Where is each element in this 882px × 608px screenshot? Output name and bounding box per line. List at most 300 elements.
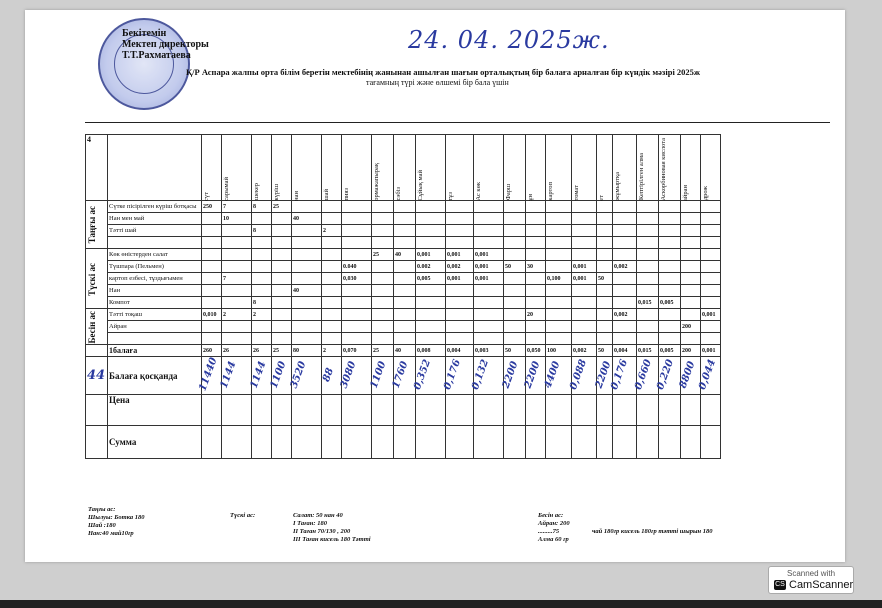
total-cell: 80 [292, 345, 322, 357]
approval-line-3: Т.Т.Рахматаева [122, 50, 191, 61]
quantity-cell [446, 321, 474, 333]
quantity-cell [637, 201, 659, 213]
handwritten-amount: 88 [320, 366, 337, 384]
quantity-cell [701, 333, 721, 345]
quantity-cell [202, 297, 222, 309]
quantity-cell [613, 249, 637, 261]
column-header [222, 135, 252, 201]
children-total-cell [632, 357, 659, 395]
quantity-cell [701, 273, 721, 285]
column-header [659, 135, 681, 201]
dish-name: Түшпара (Пельмен) [108, 261, 202, 273]
total-label: 1балаға [108, 345, 202, 357]
quantity-cell [252, 333, 272, 345]
quantity-cell [504, 285, 526, 297]
price-cell [252, 395, 272, 426]
sum-row [86, 426, 721, 459]
quantity-cell: 0,001 [416, 249, 446, 261]
price-cell [597, 395, 613, 426]
quantity-cell [272, 237, 292, 249]
column-header-label: шекер [253, 183, 260, 201]
quantity-cell: 0,100 [546, 273, 572, 285]
footer-line: Түскі ас: [230, 512, 256, 519]
quantity-cell [416, 333, 446, 345]
quantity-cell [637, 309, 659, 321]
column-header-label: томат [573, 184, 580, 201]
total-cell: 0,050 [526, 345, 546, 357]
quantity-cell [637, 225, 659, 237]
quantity-cell [546, 285, 572, 297]
quantity-cell [222, 237, 252, 249]
quantity-cell: 2 [322, 225, 342, 237]
children-total-cell [288, 357, 322, 395]
column-header [272, 135, 292, 201]
quantity-cell [474, 237, 504, 249]
handwritten-amount: 0,176 [441, 358, 464, 392]
handwritten-amount: 1144 [248, 359, 269, 390]
sum-cell [394, 426, 416, 459]
quantity-cell: 2 [222, 309, 252, 321]
quantity-cell [546, 261, 572, 273]
price-cell [526, 395, 546, 426]
quantity-cell [613, 213, 637, 225]
quantity-cell [572, 225, 597, 237]
quantity-cell [322, 273, 342, 285]
table-row [86, 261, 721, 273]
column-header-label: ұн [527, 193, 534, 201]
children-total-cell [696, 357, 721, 395]
quantity-cell [681, 297, 701, 309]
sum-cell [416, 426, 446, 459]
column-header-label: тұз [447, 191, 454, 201]
quantity-cell [394, 321, 416, 333]
quantity-cell: 40 [292, 285, 322, 297]
dish-name: Тәтті тоқаш [108, 309, 202, 321]
quantity-cell [372, 237, 394, 249]
quantity-cell [342, 225, 372, 237]
quantity-cell [416, 237, 446, 249]
quantity-cell [701, 213, 721, 225]
price-cell [637, 395, 659, 426]
quantity-cell [322, 333, 342, 345]
menu-table [85, 134, 721, 459]
quantity-cell [202, 225, 222, 237]
quantity-cell [372, 333, 394, 345]
quantity-cell [342, 201, 372, 213]
column-header-label: сәбіз [395, 187, 402, 201]
quantity-cell [202, 213, 222, 225]
quantity-cell [342, 285, 372, 297]
price-cell [474, 395, 504, 426]
quantity-cell [394, 273, 416, 285]
quantity-cell: 0,030 [342, 273, 372, 285]
handwritten-amount: 0,176 [608, 358, 631, 392]
quantity-cell: 8 [252, 225, 272, 237]
quantity-cell [252, 273, 272, 285]
quantity-cell [526, 213, 546, 225]
quantity-cell [681, 273, 701, 285]
children-total-cell [608, 357, 637, 395]
total-cell: 50 [597, 345, 613, 357]
column-header-label: сүт [203, 191, 210, 201]
footer-line: Салат: 50 нан 40 [293, 512, 343, 519]
quantity-cell [394, 237, 416, 249]
price-cell [342, 395, 372, 426]
handwritten-amount: 0,044 [696, 358, 719, 392]
quantity-cell [474, 297, 504, 309]
total-cell: 0,015 [637, 345, 659, 357]
quantity-cell [546, 225, 572, 237]
price-cell [372, 395, 394, 426]
price-row [86, 395, 721, 426]
children-total-cell [218, 357, 252, 395]
sum-cell [252, 426, 272, 459]
column-header [637, 135, 659, 201]
quantity-cell: 20 [526, 309, 546, 321]
quantity-cell [372, 273, 394, 285]
quantity-cell [504, 297, 526, 309]
quantity-cell [637, 213, 659, 225]
quantity-cell [637, 285, 659, 297]
table-row [86, 333, 721, 345]
price-cell [272, 395, 292, 426]
quantity-cell [637, 321, 659, 333]
quantity-cell [659, 213, 681, 225]
quantity-cell [272, 285, 292, 297]
quantity-cell: 0,005 [659, 297, 681, 309]
dish-name: Сүтке пісірілген күріш ботқасы [108, 201, 202, 213]
total-cell: 2 [322, 345, 342, 357]
quantity-cell [613, 297, 637, 309]
quantity-cell [202, 273, 222, 285]
price-spacer [86, 395, 108, 426]
quantity-cell [546, 213, 572, 225]
total-cell: 25 [372, 345, 394, 357]
total-row [86, 345, 721, 357]
table-row [86, 285, 721, 297]
quantity-cell [546, 201, 572, 213]
table-row [86, 249, 721, 261]
meal-label: Таңғы ас [87, 206, 97, 244]
quantity-cell [292, 309, 322, 321]
quantity-cell [526, 321, 546, 333]
quantity-cell: 30 [526, 261, 546, 273]
sum-cell [342, 426, 372, 459]
quantity-cell [272, 309, 292, 321]
column-header [342, 135, 372, 201]
quantity-cell [572, 249, 597, 261]
approval-block [122, 28, 209, 61]
column-header [504, 135, 526, 201]
dish-name [108, 237, 202, 249]
quantity-cell [416, 225, 446, 237]
quantity-cell [701, 249, 721, 261]
quantity-cell [372, 321, 394, 333]
column-header-label: жұмыртқа [614, 172, 621, 201]
children-total-cell [368, 357, 394, 395]
quantity-cell [504, 309, 526, 321]
quantity-cell [504, 273, 526, 285]
footer-drinks: чай 180гр кисель 180гр тәтті шырын 180 [592, 528, 713, 535]
quantity-cell: 50 [597, 273, 613, 285]
meal-label: Түскі ас [87, 262, 97, 296]
quantity-cell [701, 285, 721, 297]
quantity-cell: 0,001 [474, 273, 504, 285]
column-header [252, 135, 272, 201]
quantity-cell [474, 333, 504, 345]
price-cell [681, 395, 701, 426]
price-cell [504, 395, 526, 426]
quantity-cell [597, 261, 613, 273]
quantity-cell [446, 201, 474, 213]
total-spacer [86, 345, 108, 357]
quantity-cell [322, 213, 342, 225]
children-total-cell [248, 357, 272, 395]
quantity-cell [416, 201, 446, 213]
children-total-cell [469, 357, 504, 395]
handwritten-amount: 2200 [500, 359, 521, 390]
camscanner-text: CamScanner [789, 579, 854, 591]
price-cell [701, 395, 721, 426]
quantity-cell [659, 333, 681, 345]
quantity-cell [416, 297, 446, 309]
quantity-cell [613, 237, 637, 249]
dish-name: Көк өністерден салат [108, 249, 202, 261]
quantity-cell [504, 213, 526, 225]
column-header-label: Сұйық май [417, 169, 424, 201]
column-header [474, 135, 504, 201]
quantity-cell [272, 225, 292, 237]
quantity-cell [681, 225, 701, 237]
quantity-cell [474, 309, 504, 321]
column-header-label: картоп [547, 181, 554, 201]
quantity-cell [613, 333, 637, 345]
quantity-cell [701, 297, 721, 309]
sum-cell [202, 426, 222, 459]
quantity-cell [526, 333, 546, 345]
quantity-cell [504, 237, 526, 249]
table-row [86, 201, 721, 213]
quantity-cell [597, 333, 613, 345]
quantity-cell [252, 213, 272, 225]
quantity-cell [637, 333, 659, 345]
footer-line: .........75 [538, 528, 560, 535]
quantity-cell [342, 333, 372, 345]
quantity-cell [322, 261, 342, 273]
column-header-label: нан [293, 190, 300, 201]
quantity-cell [394, 333, 416, 345]
quantity-cell [597, 285, 613, 297]
quantity-cell [202, 249, 222, 261]
column-header-label: шай [323, 189, 330, 201]
children-total-cell [677, 357, 701, 395]
price-cell [613, 395, 637, 426]
children-total-cell [500, 357, 526, 395]
quantity-cell: 40 [394, 249, 416, 261]
dish-name [108, 333, 202, 345]
footer-line: Нан:40 май10гр [88, 530, 134, 537]
quantity-cell [202, 285, 222, 297]
price-cell [659, 395, 681, 426]
quantity-cell [659, 309, 681, 321]
quantity-cell: 200 [681, 321, 701, 333]
quantity-cell: 2 [252, 309, 272, 321]
quantity-cell [701, 321, 721, 333]
sum-cell [546, 426, 572, 459]
footer-line: Айран: 200 [538, 520, 570, 527]
quantity-cell [572, 213, 597, 225]
quantity-cell [222, 261, 252, 273]
quantity-cell [292, 237, 322, 249]
handwritten-amount: 8800 [677, 359, 698, 390]
quantity-cell [372, 297, 394, 309]
quantity-cell: 0,001 [474, 261, 504, 273]
quantity-cell [272, 261, 292, 273]
sum-cell [474, 426, 504, 459]
quantity-cell: 10 [222, 213, 252, 225]
dish-name: Нан [108, 285, 202, 297]
quantity-cell [322, 309, 342, 321]
column-header [292, 135, 322, 201]
quantity-cell [504, 321, 526, 333]
column-header-label: Кептірілген алма [638, 153, 645, 201]
column-header-label: сарымай [223, 176, 230, 201]
sum-cell [572, 426, 597, 459]
children-total-cell [441, 357, 474, 395]
quantity-cell [342, 249, 372, 261]
handwritten-amount: 0,132 [469, 358, 492, 392]
quantity-cell [252, 321, 272, 333]
quantity-cell [446, 333, 474, 345]
quantity-cell [504, 249, 526, 261]
quantity-cell [394, 261, 416, 273]
price-cell [292, 395, 322, 426]
quantity-cell: 25 [372, 249, 394, 261]
quantity-cell [637, 249, 659, 261]
quantity-cell: 0,001 [572, 273, 597, 285]
total-cell: 200 [681, 345, 701, 357]
total-cell: 26 [222, 345, 252, 357]
quantity-cell [474, 225, 504, 237]
footer-line: II Таған 70/130 , 200 [293, 528, 351, 535]
handwritten-amount: 3520 [288, 359, 309, 390]
sum-cell [446, 426, 474, 459]
table-row [86, 297, 721, 309]
quantity-cell [394, 225, 416, 237]
total-cell: 26 [252, 345, 272, 357]
footer-line: Шылуы: Ботка 180 [88, 514, 145, 521]
dish-name: Нан мен май [108, 213, 202, 225]
taskbar-strip [0, 600, 882, 608]
quantity-cell: 250 [202, 201, 222, 213]
quantity-cell [272, 249, 292, 261]
total-cell: 50 [504, 345, 526, 357]
quantity-cell [372, 309, 394, 321]
quantity-cell [202, 237, 222, 249]
quantity-cell [474, 321, 504, 333]
children-total-cell [322, 357, 342, 395]
quantity-cell [597, 213, 613, 225]
handwritten-amount: 3080 [338, 359, 359, 390]
quantity-cell [681, 213, 701, 225]
quantity-cell [572, 309, 597, 321]
quantity-cell: 0,002 [613, 261, 637, 273]
quantity-cell [394, 309, 416, 321]
quantity-cell [342, 297, 372, 309]
footer-line: Бесін ас: [538, 512, 564, 519]
quantity-cell [526, 297, 546, 309]
sum-label: Сумма [108, 426, 202, 459]
quantity-cell: 7 [222, 201, 252, 213]
column-header-label: ормажапырақ [373, 162, 380, 201]
quantity-cell [526, 285, 546, 297]
total-cell: 0,001 [701, 345, 721, 357]
quantity-cell [394, 285, 416, 297]
sum-cell [322, 426, 342, 459]
footer-line: I Таған: 180 [293, 520, 327, 527]
handwritten-amount: 0,220 [654, 358, 677, 392]
quantity-cell [292, 297, 322, 309]
quantity-cell [659, 225, 681, 237]
handwritten-amount: 0,088 [567, 358, 590, 392]
children-total-cell [268, 357, 292, 395]
handwritten-amount: 0,352 [411, 358, 434, 392]
handwritten-amount: 1100 [268, 359, 289, 390]
sum-spacer [86, 426, 108, 459]
column-header-label: Фарш [505, 184, 512, 201]
quantity-cell: 40 [292, 213, 322, 225]
quantity-cell [681, 249, 701, 261]
quantity-cell [659, 285, 681, 297]
quantity-cell [272, 321, 292, 333]
children-total-cell [522, 357, 546, 395]
meal-label-cell [86, 249, 108, 309]
quantity-cell [526, 225, 546, 237]
quantity-cell [322, 249, 342, 261]
quantity-cell [394, 213, 416, 225]
column-header [202, 135, 222, 201]
quantity-cell [597, 225, 613, 237]
quantity-cell: 0,001 [701, 309, 721, 321]
quantity-cell [416, 309, 446, 321]
children-total-cell [593, 357, 614, 395]
quantity-cell [446, 297, 474, 309]
handwritten-amount: 2200 [593, 359, 614, 390]
children-total-cell [542, 357, 572, 395]
divider-line [85, 122, 830, 123]
quantity-cell [342, 213, 372, 225]
children-total-cell [567, 357, 597, 395]
quantity-cell [572, 297, 597, 309]
quantity-cell [272, 273, 292, 285]
quantity-cell [681, 285, 701, 297]
dish-name: Айран [108, 321, 202, 333]
price-cell [546, 395, 572, 426]
quantity-cell: 0,005 [416, 273, 446, 285]
quantity-cell [546, 237, 572, 249]
quantity-cell [292, 333, 322, 345]
quantity-cell: 50 [504, 261, 526, 273]
footer-lunch [230, 512, 255, 520]
quantity-cell [292, 273, 322, 285]
children-total-cell [411, 357, 446, 395]
column-header [572, 135, 597, 201]
column-header [446, 135, 474, 201]
handwritten-amount: 0,660 [632, 358, 655, 392]
quantity-cell [372, 201, 394, 213]
column-header [322, 135, 342, 201]
sum-cell [613, 426, 637, 459]
